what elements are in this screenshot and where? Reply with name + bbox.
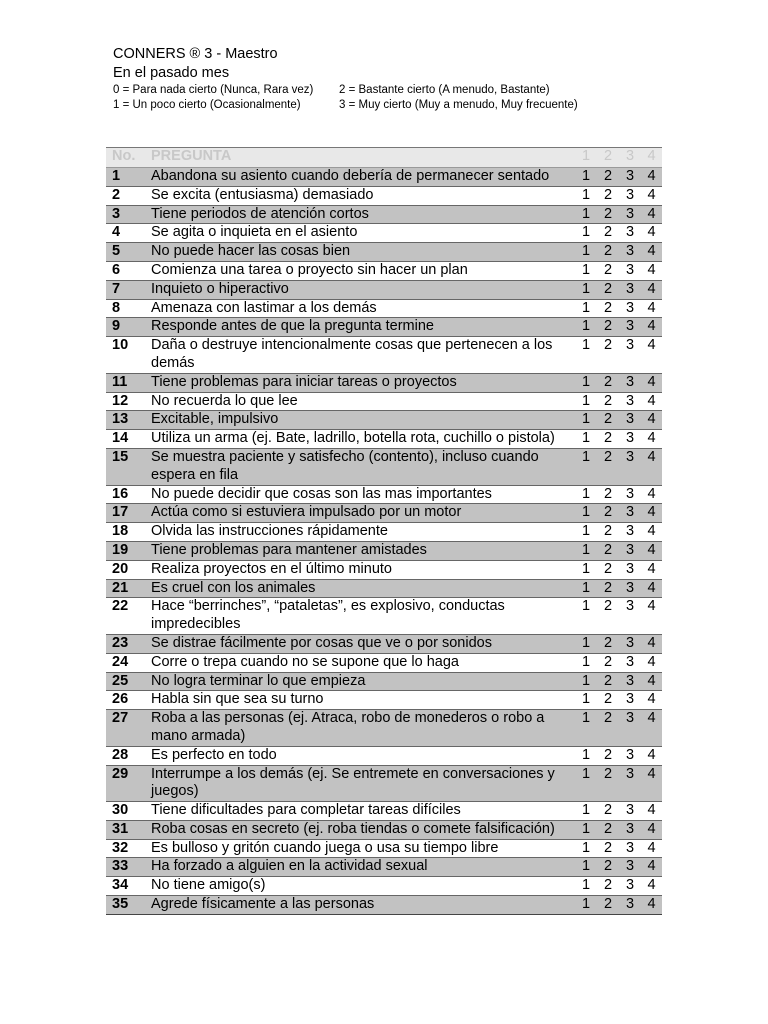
score-option-4[interactable]: 4 bbox=[647, 839, 656, 856]
question-number: 24 bbox=[112, 653, 129, 670]
table-row bbox=[106, 337, 662, 374]
score-option-1[interactable]: 1 bbox=[581, 224, 591, 241]
score-option-2[interactable]: 2 bbox=[603, 765, 613, 782]
question-text: Excitable, impulsivo bbox=[151, 411, 279, 428]
score-option-2[interactable]: 2 bbox=[603, 896, 613, 913]
table-row bbox=[106, 634, 662, 653]
score-option-4[interactable]: 4 bbox=[647, 634, 656, 651]
column-header-score-3: 3 bbox=[619, 148, 641, 168]
score-option-4[interactable]: 4 bbox=[647, 672, 656, 689]
question-text: Es perfecto en todo bbox=[151, 746, 277, 763]
question-text: Roba cosas en secreto (ej. roba tiendas o comete falsificación) bbox=[151, 820, 555, 837]
question-number: 21 bbox=[112, 579, 129, 596]
question-number: 5 bbox=[112, 243, 121, 260]
score-option-2[interactable]: 2 bbox=[603, 373, 613, 390]
score-option-3[interactable]: 3 bbox=[625, 523, 635, 540]
score-option-3[interactable]: 3 bbox=[625, 205, 635, 222]
table-row bbox=[106, 243, 662, 262]
score-option-1[interactable]: 1 bbox=[581, 411, 591, 428]
score-option-2[interactable]: 2 bbox=[603, 802, 613, 819]
column-header-score-2: 2 bbox=[597, 148, 619, 168]
question-number: 12 bbox=[112, 392, 129, 409]
table-row bbox=[106, 373, 662, 392]
question-number: 23 bbox=[112, 634, 129, 651]
score-option-4[interactable]: 4 bbox=[647, 373, 656, 390]
score-option-3[interactable]: 3 bbox=[625, 858, 635, 875]
score-option-2[interactable]: 2 bbox=[603, 205, 613, 222]
table-row bbox=[106, 802, 662, 821]
score-option-2[interactable]: 2 bbox=[603, 318, 613, 335]
score-option-3[interactable]: 3 bbox=[625, 186, 635, 203]
score-option-3[interactable]: 3 bbox=[625, 765, 635, 782]
score-option-1[interactable]: 1 bbox=[581, 653, 591, 670]
score-option-2[interactable]: 2 bbox=[603, 560, 613, 577]
score-option-4[interactable]: 4 bbox=[647, 579, 656, 596]
score-option-2[interactable]: 2 bbox=[603, 224, 613, 241]
question-text: Olvida las instrucciones rápidamente bbox=[151, 523, 388, 540]
score-option-2[interactable]: 2 bbox=[603, 261, 613, 278]
score-option-4[interactable]: 4 bbox=[647, 337, 656, 354]
score-option-4[interactable]: 4 bbox=[647, 653, 656, 670]
score-option-2[interactable]: 2 bbox=[603, 280, 613, 297]
question-text: No puede hacer las cosas bien bbox=[151, 243, 351, 260]
table-row bbox=[106, 318, 662, 337]
question-text: No recuerda lo que lee bbox=[151, 392, 298, 409]
score-option-3[interactable]: 3 bbox=[625, 373, 635, 390]
score-option-3[interactable]: 3 bbox=[625, 411, 635, 428]
question-text: No puede decidir que cosas son las mas importantes bbox=[151, 485, 492, 502]
table-row bbox=[106, 504, 662, 523]
score-option-4[interactable]: 4 bbox=[647, 504, 656, 521]
score-option-2[interactable]: 2 bbox=[603, 691, 613, 708]
table-row bbox=[106, 746, 662, 765]
table-row bbox=[106, 691, 662, 710]
score-option-1[interactable]: 1 bbox=[581, 485, 591, 502]
score-option-4[interactable]: 4 bbox=[647, 858, 656, 875]
question-number: 34 bbox=[112, 877, 129, 894]
table-row bbox=[106, 205, 662, 224]
score-option-1[interactable]: 1 bbox=[581, 186, 591, 203]
question-text: Se muestra paciente y satisfecho (contento), incluso cuando espera en fila bbox=[151, 448, 539, 483]
question-text: No tiene amigo(s) bbox=[151, 877, 266, 894]
question-text: Daña o destruye intencionalmente cosas que pertenecen a los demás bbox=[151, 337, 553, 371]
question-number: 1 bbox=[112, 168, 121, 184]
score-option-3[interactable]: 3 bbox=[625, 839, 635, 856]
score-option-1[interactable]: 1 bbox=[581, 448, 591, 465]
column-header-score-4: 4 bbox=[641, 148, 662, 168]
score-option-1[interactable]: 1 bbox=[581, 560, 591, 577]
form-title: CONNERS ® 3 - Maestro bbox=[113, 46, 278, 62]
score-option-1[interactable]: 1 bbox=[581, 243, 591, 260]
score-option-3[interactable]: 3 bbox=[625, 579, 635, 596]
table-row bbox=[106, 186, 662, 205]
question-text: Abandona su asiento cuando debería de permanecer sentado bbox=[151, 168, 550, 184]
legend-item: 3 = Muy cierto (Muy a menudo, Muy frecuente) bbox=[339, 99, 578, 111]
score-option-4[interactable]: 4 bbox=[647, 318, 656, 335]
score-option-1[interactable]: 1 bbox=[581, 896, 591, 913]
question-number: 14 bbox=[112, 430, 129, 447]
score-option-3[interactable]: 3 bbox=[625, 896, 635, 913]
question-number: 20 bbox=[112, 560, 129, 577]
score-option-3[interactable]: 3 bbox=[625, 318, 635, 335]
score-option-3[interactable]: 3 bbox=[625, 280, 635, 297]
score-option-4[interactable]: 4 bbox=[647, 299, 656, 316]
question-text: Corre o trepa cuando no se supone que lo haga bbox=[151, 653, 459, 670]
score-option-1[interactable]: 1 bbox=[581, 280, 591, 297]
score-option-4[interactable]: 4 bbox=[647, 820, 656, 837]
question-number: 10 bbox=[112, 337, 129, 354]
question-number: 19 bbox=[112, 541, 129, 558]
score-option-4[interactable]: 4 bbox=[647, 896, 656, 913]
score-option-2[interactable]: 2 bbox=[603, 523, 613, 540]
score-option-3[interactable]: 3 bbox=[625, 299, 635, 316]
table-row bbox=[106, 261, 662, 280]
score-option-3[interactable]: 3 bbox=[625, 337, 635, 354]
score-option-3[interactable]: 3 bbox=[625, 710, 635, 727]
score-option-1[interactable]: 1 bbox=[581, 746, 591, 763]
score-option-1[interactable]: 1 bbox=[581, 299, 591, 316]
score-option-1[interactable]: 1 bbox=[581, 392, 591, 409]
table-row bbox=[106, 765, 662, 802]
table-row bbox=[106, 877, 662, 896]
column-header-score-1: 1 bbox=[575, 148, 597, 168]
score-option-3[interactable]: 3 bbox=[625, 820, 635, 837]
table-row bbox=[106, 672, 662, 691]
score-option-4[interactable]: 4 bbox=[647, 261, 656, 278]
question-text: Utiliza un arma (ej. Bate, ladrillo, botella rota, cuchillo o pistola) bbox=[151, 430, 555, 447]
table-row bbox=[106, 411, 662, 430]
score-option-4[interactable]: 4 bbox=[647, 598, 656, 615]
question-number: 6 bbox=[112, 261, 121, 278]
score-option-2[interactable]: 2 bbox=[603, 448, 613, 465]
table-row bbox=[106, 560, 662, 579]
question-number: 2 bbox=[112, 186, 121, 203]
legend-item: 1 = Un poco cierto (Ocasionalmente) bbox=[113, 99, 301, 111]
question-number: 22 bbox=[112, 598, 129, 615]
score-option-2[interactable]: 2 bbox=[603, 672, 613, 689]
score-option-3[interactable]: 3 bbox=[625, 541, 635, 558]
score-option-2[interactable]: 2 bbox=[603, 337, 613, 354]
question-text: Tiene periodos de atención cortos bbox=[151, 205, 369, 222]
form-header bbox=[113, 45, 578, 113]
table-row bbox=[106, 448, 662, 485]
score-option-2[interactable]: 2 bbox=[603, 746, 613, 763]
score-option-4[interactable]: 4 bbox=[647, 205, 656, 222]
score-option-1[interactable]: 1 bbox=[581, 839, 591, 856]
score-option-1[interactable]: 1 bbox=[581, 541, 591, 558]
score-option-1[interactable]: 1 bbox=[581, 523, 591, 540]
question-text: Se excita (entusiasma) demasiado bbox=[151, 186, 374, 203]
question-number: 11 bbox=[112, 373, 128, 390]
score-option-3[interactable]: 3 bbox=[625, 224, 635, 241]
table-row bbox=[106, 598, 662, 635]
question-text: Tiene dificultades para completar tareas difíciles bbox=[151, 802, 461, 819]
score-option-2[interactable]: 2 bbox=[603, 839, 613, 856]
table-row bbox=[106, 653, 662, 672]
score-option-2[interactable]: 2 bbox=[603, 541, 613, 558]
score-option-1[interactable]: 1 bbox=[581, 373, 591, 390]
score-option-1[interactable]: 1 bbox=[581, 504, 591, 521]
table-row bbox=[106, 710, 662, 747]
score-option-1[interactable]: 1 bbox=[581, 672, 591, 689]
score-option-3[interactable]: 3 bbox=[625, 877, 635, 894]
form-subtitle: En el pasado mes bbox=[113, 65, 230, 81]
question-number: 4 bbox=[112, 224, 121, 241]
score-option-1[interactable]: 1 bbox=[581, 691, 591, 708]
table-row bbox=[106, 579, 662, 598]
question-text: Inquieto o hiperactivo bbox=[151, 280, 289, 297]
score-option-4[interactable]: 4 bbox=[647, 523, 656, 540]
score-option-1[interactable]: 1 bbox=[581, 765, 591, 782]
score-option-1[interactable]: 1 bbox=[581, 579, 591, 596]
score-option-4[interactable]: 4 bbox=[647, 430, 656, 447]
question-text: Comienza una tarea o proyecto sin hacer un plan bbox=[151, 261, 468, 278]
score-option-3[interactable]: 3 bbox=[625, 691, 635, 708]
score-option-2[interactable]: 2 bbox=[603, 634, 613, 651]
score-option-2[interactable]: 2 bbox=[603, 710, 613, 727]
score-option-2[interactable]: 2 bbox=[603, 820, 613, 837]
score-option-4[interactable]: 4 bbox=[647, 541, 656, 558]
question-text: Ha forzado a alguien en la actividad sexual bbox=[151, 858, 428, 875]
question-text: Hace “berrinches”, “pataletas”, es explosivo, conductas impredecibles bbox=[151, 598, 505, 633]
question-number: 15 bbox=[112, 448, 129, 465]
score-option-4[interactable]: 4 bbox=[647, 168, 656, 184]
score-option-2[interactable]: 2 bbox=[603, 858, 613, 875]
score-option-1[interactable]: 1 bbox=[581, 318, 591, 335]
table-row bbox=[106, 839, 662, 858]
question-text: Interrumpe a los demás (ej. Se entremete en conversaciones y juegos) bbox=[151, 765, 555, 800]
question-number: 25 bbox=[112, 672, 129, 689]
question-number: 27 bbox=[112, 710, 129, 727]
score-option-4[interactable]: 4 bbox=[647, 691, 656, 708]
question-number: 7 bbox=[112, 280, 121, 297]
score-option-2[interactable]: 2 bbox=[603, 877, 613, 894]
question-number: 3 bbox=[112, 205, 121, 222]
table-row bbox=[106, 820, 662, 839]
column-header-no: No. bbox=[106, 148, 151, 168]
score-option-2[interactable]: 2 bbox=[603, 411, 613, 428]
question-text: Se agita o inquieta en el asiento bbox=[151, 224, 358, 241]
score-option-4[interactable]: 4 bbox=[647, 392, 656, 409]
score-option-2[interactable]: 2 bbox=[603, 392, 613, 409]
score-option-4[interactable]: 4 bbox=[647, 280, 656, 297]
score-option-1[interactable]: 1 bbox=[581, 820, 591, 837]
question-text: Tiene problemas para mantener amistades bbox=[151, 541, 427, 558]
table-row bbox=[106, 430, 662, 449]
score-option-2[interactable]: 2 bbox=[603, 598, 613, 615]
score-option-4[interactable]: 4 bbox=[647, 560, 656, 577]
score-option-3[interactable]: 3 bbox=[625, 392, 635, 409]
score-option-3[interactable]: 3 bbox=[625, 243, 635, 260]
score-option-4[interactable]: 4 bbox=[647, 710, 656, 727]
table-row bbox=[106, 896, 662, 915]
question-text: Agrede físicamente a las personas bbox=[151, 896, 375, 913]
question-number: 9 bbox=[112, 318, 121, 335]
score-option-2[interactable]: 2 bbox=[603, 243, 613, 260]
score-option-4[interactable]: 4 bbox=[647, 186, 656, 203]
score-option-1[interactable]: 1 bbox=[581, 430, 591, 447]
table-header-row bbox=[106, 148, 662, 168]
question-number: 16 bbox=[112, 485, 129, 502]
question-text: Es cruel con los animales bbox=[151, 579, 316, 596]
question-text: Habla sin que sea su turno bbox=[151, 691, 324, 708]
question-text: Se distrae fácilmente por cosas que ve o por sonidos bbox=[151, 634, 492, 651]
legend-item: 2 = Bastante cierto (A menudo, Bastante) bbox=[339, 84, 550, 96]
score-option-4[interactable]: 4 bbox=[647, 877, 656, 894]
score-option-1[interactable]: 1 bbox=[581, 205, 591, 222]
score-option-1[interactable]: 1 bbox=[581, 337, 591, 354]
score-option-1[interactable]: 1 bbox=[581, 858, 591, 875]
column-header-question: PREGUNTA bbox=[151, 148, 575, 168]
score-option-4[interactable]: 4 bbox=[647, 802, 656, 819]
score-option-4[interactable]: 4 bbox=[647, 485, 656, 502]
score-option-3[interactable]: 3 bbox=[625, 802, 635, 819]
score-option-1[interactable]: 1 bbox=[581, 710, 591, 727]
score-option-2[interactable]: 2 bbox=[603, 186, 613, 203]
question-number: 29 bbox=[112, 765, 129, 782]
table-row bbox=[106, 858, 662, 877]
table-row bbox=[106, 523, 662, 542]
question-number: 33 bbox=[112, 858, 129, 875]
score-option-2[interactable]: 2 bbox=[603, 299, 613, 316]
table-row bbox=[106, 280, 662, 299]
questions-body bbox=[106, 168, 662, 915]
score-option-3[interactable]: 3 bbox=[625, 560, 635, 577]
score-option-4[interactable]: 4 bbox=[647, 224, 656, 241]
question-text: Realiza proyectos en el último minuto bbox=[151, 560, 392, 577]
score-option-3[interactable]: 3 bbox=[625, 653, 635, 670]
table-row bbox=[106, 392, 662, 411]
question-text: Roba a las personas (ej. Atraca, robo de monederos o robo a mano armada) bbox=[151, 710, 545, 744]
question-number: 35 bbox=[112, 896, 129, 913]
legend-item: 0 = Para nada cierto (Nunca, Rara vez) bbox=[113, 84, 314, 96]
question-number: 18 bbox=[112, 523, 129, 540]
question-number: 32 bbox=[112, 839, 129, 856]
question-text: Es bulloso y gritón cuando juega o usa su tiempo libre bbox=[151, 839, 499, 856]
score-option-1[interactable]: 1 bbox=[581, 802, 591, 819]
score-option-2[interactable]: 2 bbox=[603, 504, 613, 521]
scale-legend-row-1 bbox=[113, 83, 578, 98]
question-number: 31 bbox=[112, 820, 129, 837]
score-option-3[interactable]: 3 bbox=[625, 485, 635, 502]
score-option-3[interactable]: 3 bbox=[625, 430, 635, 447]
question-text: Tiene problemas para iniciar tareas o proyectos bbox=[151, 373, 457, 390]
score-option-1[interactable]: 1 bbox=[581, 634, 591, 651]
question-number: 28 bbox=[112, 746, 129, 763]
question-number: 8 bbox=[112, 299, 121, 316]
question-text: Responde antes de que la pregunta termine bbox=[151, 318, 434, 335]
question-number: 17 bbox=[112, 504, 129, 521]
question-text: Amenaza con lastimar a los demás bbox=[151, 299, 377, 316]
table-row bbox=[106, 168, 662, 187]
table-row bbox=[106, 541, 662, 560]
question-number: 30 bbox=[112, 802, 129, 819]
score-option-1[interactable]: 1 bbox=[581, 168, 591, 184]
score-option-3[interactable]: 3 bbox=[625, 448, 635, 465]
score-option-3[interactable]: 3 bbox=[625, 634, 635, 651]
question-text: Actúa como si estuviera impulsado por un motor bbox=[151, 504, 462, 521]
score-option-3[interactable]: 3 bbox=[625, 168, 635, 184]
table-row bbox=[106, 224, 662, 243]
score-option-2[interactable]: 2 bbox=[603, 168, 613, 184]
score-option-3[interactable]: 3 bbox=[625, 672, 635, 689]
score-option-2[interactable]: 2 bbox=[603, 579, 613, 596]
score-option-2[interactable]: 2 bbox=[603, 485, 613, 502]
question-text: No logra terminar lo que empieza bbox=[151, 672, 366, 689]
score-option-2[interactable]: 2 bbox=[603, 430, 613, 447]
score-option-1[interactable]: 1 bbox=[581, 261, 591, 278]
score-option-4[interactable]: 4 bbox=[647, 448, 656, 465]
score-option-4[interactable]: 4 bbox=[647, 765, 656, 782]
score-option-4[interactable]: 4 bbox=[647, 243, 656, 260]
score-option-4[interactable]: 4 bbox=[647, 411, 656, 428]
scale-legend-row-2 bbox=[113, 98, 578, 113]
score-option-1[interactable]: 1 bbox=[581, 598, 591, 615]
score-option-1[interactable]: 1 bbox=[581, 877, 591, 894]
score-option-3[interactable]: 3 bbox=[625, 261, 635, 278]
score-option-2[interactable]: 2 bbox=[603, 653, 613, 670]
score-option-4[interactable]: 4 bbox=[647, 746, 656, 763]
score-option-3[interactable]: 3 bbox=[625, 746, 635, 763]
table-row bbox=[106, 485, 662, 504]
question-number: 13 bbox=[112, 411, 129, 428]
question-number: 26 bbox=[112, 691, 129, 708]
table-row bbox=[106, 299, 662, 318]
score-option-3[interactable]: 3 bbox=[625, 504, 635, 521]
score-option-3[interactable]: 3 bbox=[625, 598, 635, 615]
questions-table bbox=[106, 147, 662, 915]
